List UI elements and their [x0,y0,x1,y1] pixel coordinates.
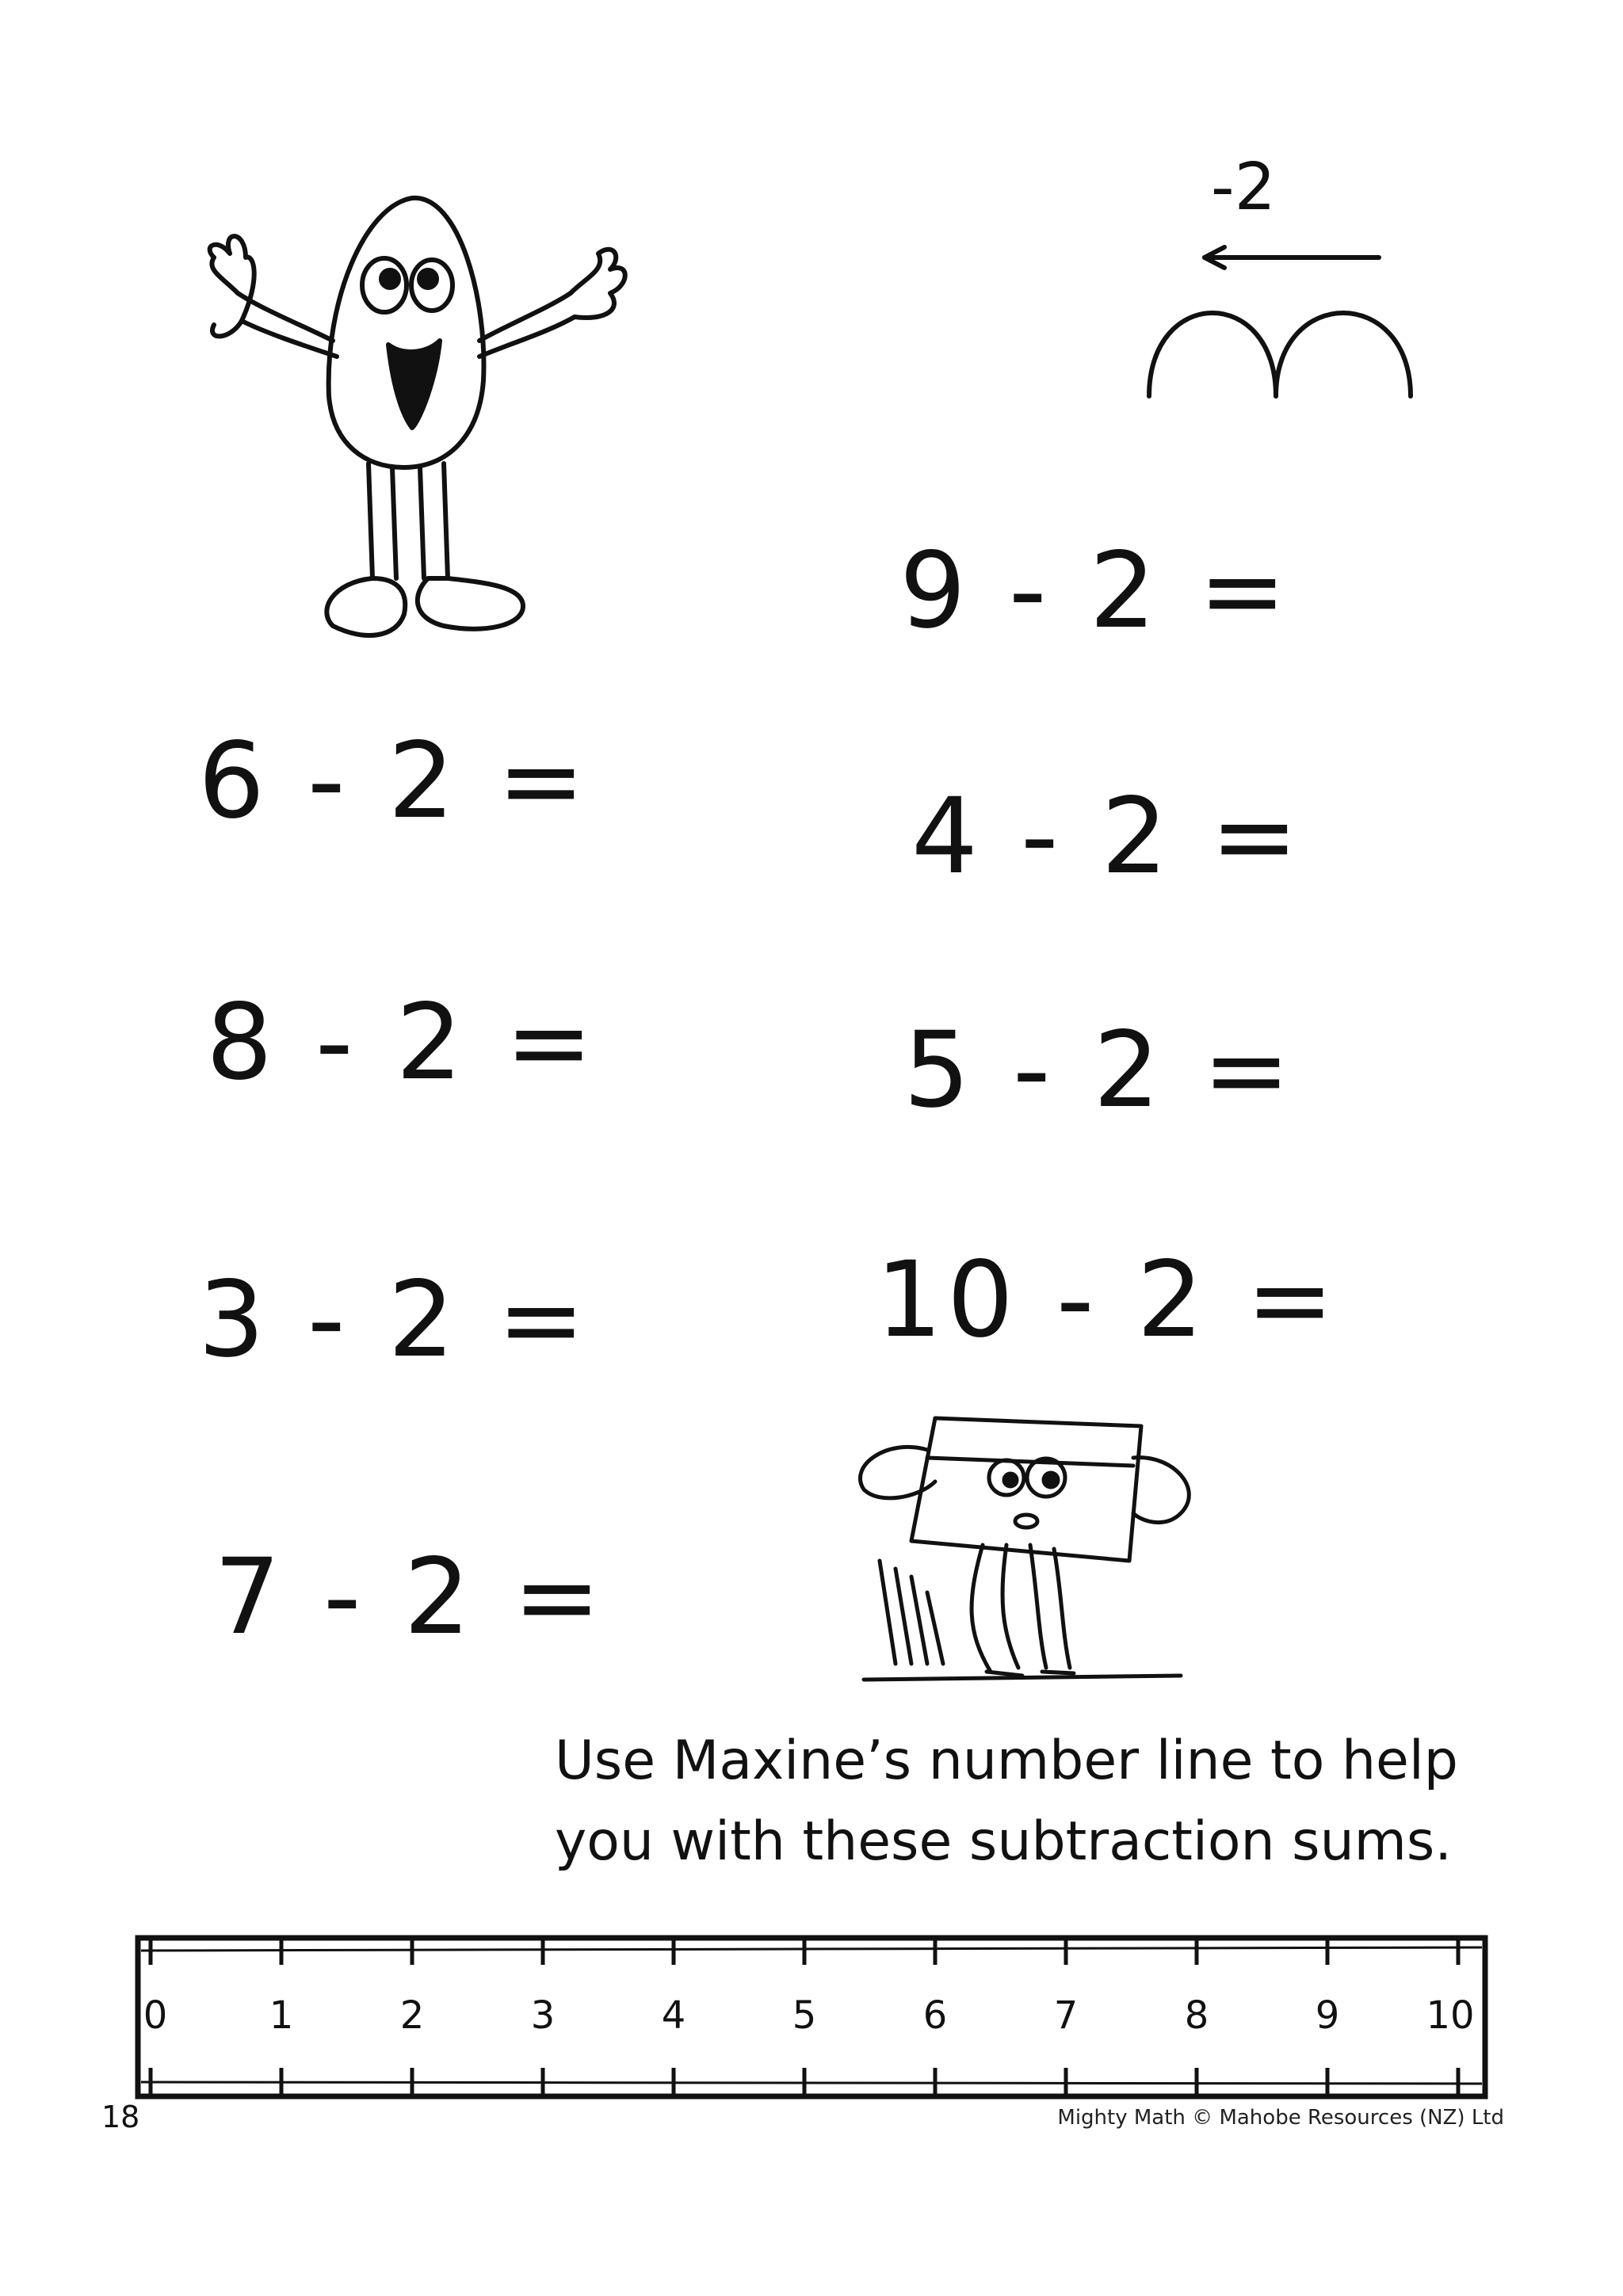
number-line-label-0: 0 [143,1993,168,2038]
number-line-label-6: 6 [922,1993,948,2038]
maxine-ruler-character-illustration [808,1394,1252,1711]
sum-6-minus-2: 6 - 2 = [198,720,590,842]
jump-arrows-icon [1141,238,1426,404]
sum-9-minus-2: 9 - 2 = [899,530,1292,652]
sum-8-minus-2: 8 - 2 = [206,982,598,1104]
sum-10-minus-2: 10 - 2 = [876,1239,1339,1361]
number-line-label-5: 5 [792,1993,817,2038]
sum-4-minus-2: 4 - 2 = [911,776,1304,898]
number-line-label-4: 4 [661,1993,686,2038]
number-line-label-2: 2 [399,1993,425,2038]
sum-5-minus-2: 5 - 2 = [903,1009,1296,1131]
number-line-label-10: 10 [1426,1993,1475,2038]
number-line-inner-top [141,1947,1482,1951]
instructions-line-2: you with these subtraction sums. [555,1810,1452,1873]
egg-character-illustration [174,182,650,658]
instructions-text [555,1721,1490,1882]
number-line-label-1: 1 [269,1993,294,2038]
number-line-label-8: 8 [1184,1993,1209,2038]
number-line-inner-bottom [141,2082,1482,2084]
page-number: 18 [101,2100,140,2134]
footer-credit: Mighty Math © Mahobe Resources (NZ) Ltd [1057,2106,1504,2130]
instructions-line-1: Use Maxine’s number line to help [555,1730,1458,1792]
sum-3-minus-2: 3 - 2 = [198,1259,590,1381]
number-line-label-3: 3 [530,1993,556,2038]
sum-7-minus-2: 7 - 2 = [214,1536,606,1658]
number-line [135,1933,1490,2115]
number-line-label-9: 9 [1315,1993,1340,2038]
jump-label: -2 [1211,150,1276,225]
number-line-label-7: 7 [1053,1993,1079,2038]
